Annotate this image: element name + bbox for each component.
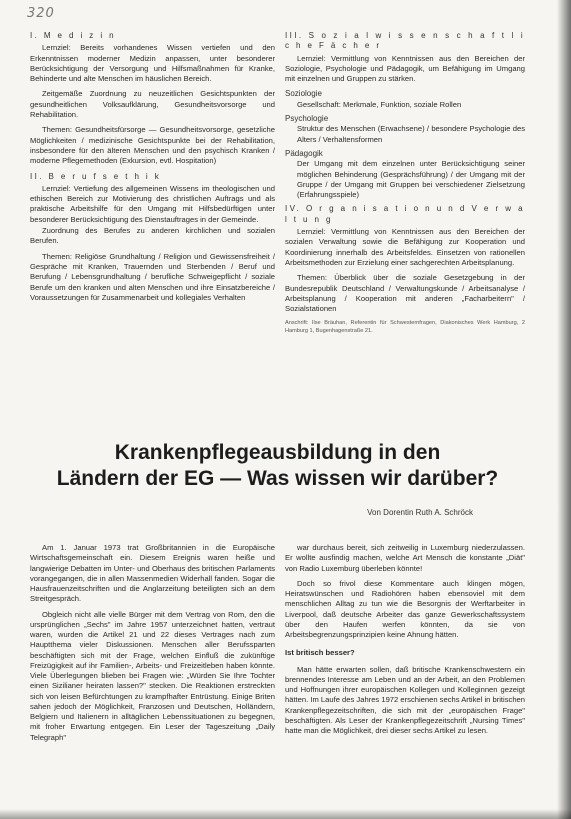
right-column <box>285 31 525 335</box>
organisation-themen: Themen: Überblick über die soziale Gesetzgebung in der Bundesrepublik Deutschland / Verwaltungskunde / Arbeitsanalyse / Arbeitsplanung / Kooperation mit anderen „Facharbeitern" / Sozialstationen <box>285 273 525 314</box>
article-paragraph: Obgleich nicht alle vielle Bürger mit dem Vertrag von Rom, den die ursprünglichen „Sechs" im Jahre 1957 unterzeichnet hatten, vertraut waren, wurden die Artikel 21 und 22 dieses Vertrages nach zum Hauptthema vieler Diskussionen. Menschen aller Berufssparten beschäftigten sich mit der Frage, welchen Einfluß die zukünftige Freizügigkeit auf ihr Familien-, Arbeits- und Freizeitleben haben könnte. Viele Überlegungen blieben bei Fragen wie: „Würden Sie Ihre Tochter einen Sizilianer heiraten lassen?" stecken. Die Reaktionen erstreckten sich von leisen Befürchtungen zu krampfhafter Entrüstung. Einige Briten sahen jedoch der Möglichkeit, Franzosen und Deutschen, Holländern, Belgiern und Italienern in alltäglichen Lebenssituationen zu begegnen, mit froher Erwartung entgegen. Ein Leser der Tageszeitung „Daily Telegraph" <box>30 609 275 742</box>
article-subheading: Ist britisch besser? <box>285 648 355 658</box>
section-heading-organisation: IV. O r g a n i s a t i o n u n d V e r w a l t u n g <box>285 204 525 224</box>
medizin-zuordnung: Zeitgemäße Zuordnung zu neuzeitlichen Gesichtspunkten der gesundheitlichen Volksaufklärung, Gesundheitsvorsorge und Rehabilitation. <box>30 89 275 120</box>
article-right-column <box>285 543 525 741</box>
subheading-paedagogik: Pädagogik <box>285 148 323 158</box>
handwritten-page-number: 320 <box>27 6 55 21</box>
berufsethik-themen: Themen: Religiöse Grundhaltung / Religion und Gewissensfreiheit / Gespräche mit Kranken, Trauernden und Sterbenden / Beruf und Berufung / Lebensgrundhaltung / berufliche Schweigepflicht / soziale Berufe um den kranken und alten Menschen und ihre Einsatzbereiche / Voraussetzungen für Zusammenarbeit und kollegiales Verhalten <box>30 251 275 302</box>
medizin-lernziel: Lernziel: Bereits vorhandenes Wissen vertiefen und den Erkenntnissen moderner Medizin anpassen, unter besonderer Berücksichtigung der Versorgung und Hilfsmaßnahmen für Kranke, Behinderte und alte Menschen im häuslichen Bereich. <box>30 43 275 84</box>
organisation-lernziel: Lernziel: Vermittlung von Kenntnissen aus den Bereichen der sozialen Verwaltung sowie die Befähigung zur Kooperation und Koordinierung innerhalb des Arbeitsfeldes. Einsetzen von rationellen Arbeitsmethoden zur Erzielung einer sachgerechten Arbeitsplanung. <box>285 227 525 267</box>
article-byline: Von Dorentin Ruth A. Schröck <box>367 508 473 517</box>
medizin-themen: Themen: Gesundheitsfürsorge — Gesundheitsvorsorge, gesetzliche Möglichkeiten / medizinische Gesichtspunkte bei der Rehabilitation, insbesondere für den älteren Menschen und den psychisch Kranken / moderne Pflegemethoden (Exkursion, evtl. Hospitation) <box>30 125 275 166</box>
article-left-column <box>30 543 275 748</box>
berufsethik-zuordnung: Zuordnung des Berufes zu anderen kirchlichen und sozialen Berufen. <box>30 226 275 246</box>
author-address-footnote: Anschrift: Ilse Bräuhan, Referentin für Schwesternfragen, Diakonisches Werk Hamburg, 2 Hamburg 1, Bugenhagenstraße 21. <box>285 320 525 334</box>
section-heading-berufsethik: II. B e r u f s e t h i k <box>30 171 162 181</box>
section-heading-sozialwissenschaften: III. S o z i a l w i s s e n s c h a f t l i c h e F ä c h e r <box>285 31 525 51</box>
subheading-soziologie: Soziologie <box>285 89 322 99</box>
left-column <box>30 31 275 308</box>
article-title-line-1: Krankenpflegeausbildung in den <box>114 441 441 464</box>
scan-edge-shadow-bottom <box>0 809 571 819</box>
article-paragraph: Man hätte erwarten sollen, daß britische Krankenschwestern ein brennendes Interesse am Leben und an der Arbeit, an den Problemen und Hoffnungen ihrer europäischen Kollegen und Kolleginnen gezeigt hätten. Im Laufe des Jahres 1972 erschienen sechs Artikel in britischen Krankenpflegezeitschriften, die sich mit der „europäischen Frage" beschäftigten. Als Leser der Krankenpflegezeitschrift „Nursing Times" hatte man die Möglichkeit, drei dieser sechs Artikel zu lesen. <box>285 664 525 735</box>
soziologie-text: Gesellschaft: Merkmale, Funktion, soziale Rollen <box>297 99 462 109</box>
sozial-lernziel: Lernziel: Vermittlung von Kenntnissen aus den Bereichen der Soziologie, Psychologie und Pädagogik, um Befähigung im Umgang mit einzelnen und Gruppen zu stärken. <box>285 53 525 84</box>
berufsethik-lernziel: Lernziel: Vertiefung des allgemeinen Wissens im theologischen und ethischen Bereich zur Motivierung des christlichen Auftrags und als praktische Arbeitshilfe für den Umgang mit Hilfsbedürftigen unter besonderer Berücksichtigung des Dienstauftrages in der Gemeinde. <box>30 183 275 224</box>
subheading-psychologie: Psychologie <box>285 114 329 124</box>
paedagogik-text: Der Umgang mit dem einzelnen unter Berücksichtigung seiner möglichen Behinderung (Gesprächsführung) / der Umgang mit der Gruppe / der Umgang mit Gruppen bei verschiedener Zielsetzung (Erfahrungsspiele) <box>297 159 525 200</box>
article-title <box>30 440 525 492</box>
article-paragraph: Am 1. Januar 1973 trat Großbritannien in die Europäische Wirtschaftsgemeinschaft ein. Diesem Ereignis waren heiße und langwierige Debatten im Unter- und Oberhaus des britischen Parlaments vorangegangen, die in allen Massenmedien Widerhall fanden. Sogar die Hausfrauenzeitschriften und die Anglarzeitung beteiligten sich an dem Streitgespräch. <box>30 543 275 604</box>
article-title-line-2: Ländern der EG — Was wissen wir darüber? <box>56 467 499 490</box>
section-heading-medizin: I. M e d i z i n <box>30 31 116 40</box>
article-paragraph: Doch so frivol diese Kommentare auch klingen mögen, Heiratswünschen und Radiohören haben ebensoviel mit dem menschlichen Alltag zu tun wie die Besorgnis der Werftarbeiter in Liverpool, daß deutsche Arbeiter das ganze Gewerkschaftssystem über den Haufen werfen könnten, da sie von Arbeitsbegrenzungsprinzipien keine Ahnung hätten. <box>285 578 525 639</box>
article-paragraph: war durchaus bereit, sich zeitweilig in Luxemburg niederzulassen. Er wollte ausfindig machen, welche Art Mensch die konstante „Diät" von Radio Luxemburg überleben könnte! <box>285 543 525 573</box>
scan-edge-shadow-right <box>557 0 571 819</box>
psychologie-text: Struktur des Menschen (Erwachsene) / besondere Psychologie des Alters / Verhaltensformen <box>297 124 525 144</box>
